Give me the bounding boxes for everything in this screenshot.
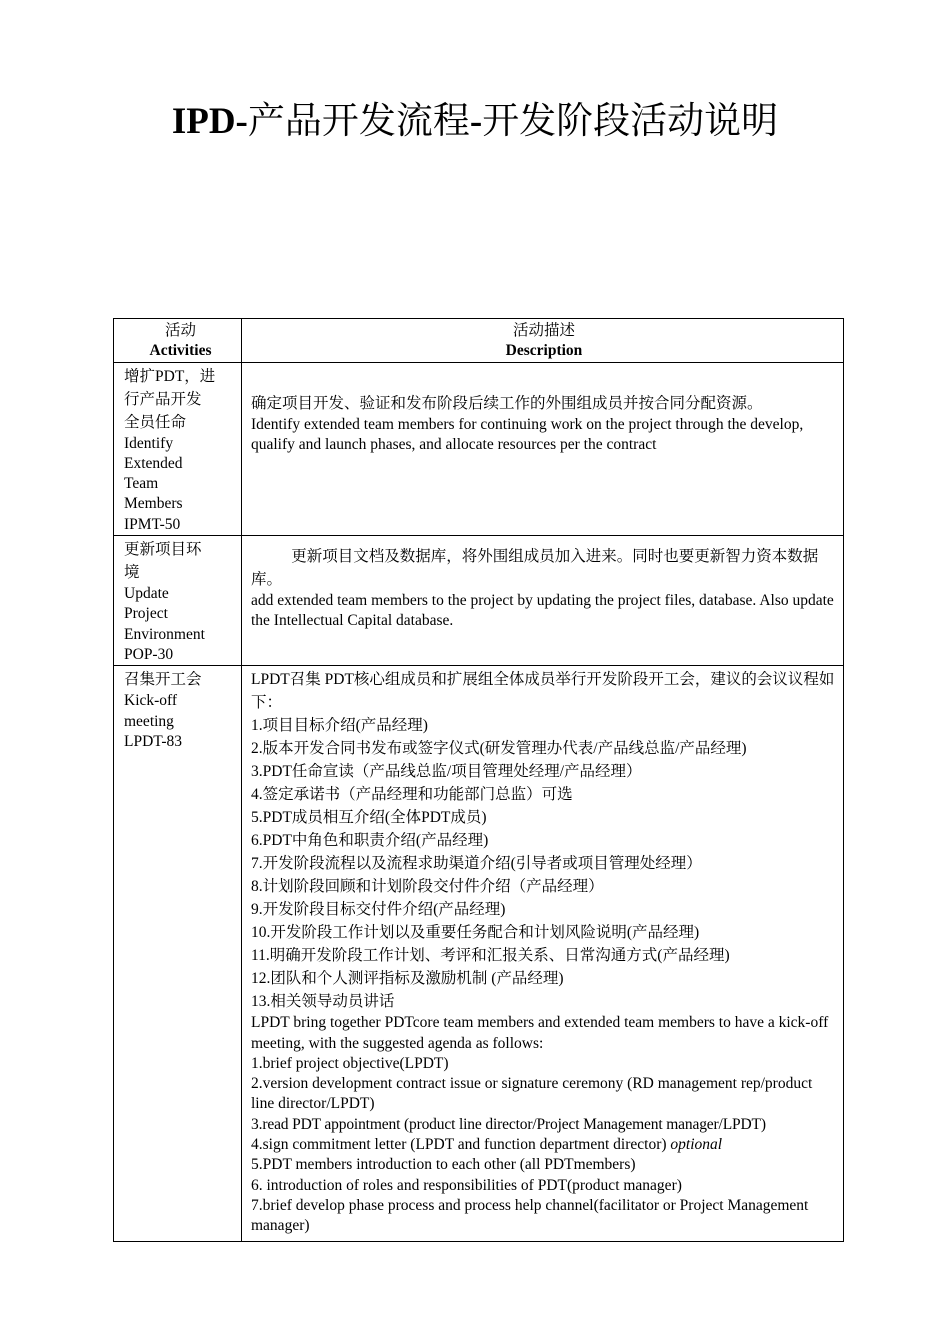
activity-cell <box>114 362 242 535</box>
activity-cell <box>114 666 242 1241</box>
agenda-item-cn: 10.开发阶段工作计划以及重要任务配合和计划风险说明(产品经理) <box>251 924 700 942</box>
kickoff-intro-en: LPDT bring together PDTcore team members and extended team members to have a kick-off meeting, with the suggested agenda as follows: <box>251 1014 829 1052</box>
agenda-item-cn: 13.相关领导动员讲话 <box>251 993 395 1011</box>
activity-line: Members <box>124 495 183 513</box>
description-cn: 更新项目文档及数据库，将外围组成员加入进来。同时也要更新智力资本数据库。 <box>251 548 819 589</box>
activity-code: POP-30 <box>124 645 174 663</box>
header-activities-en: Activities <box>149 342 212 360</box>
header-description-en: Description <box>505 342 583 360</box>
agenda-item-en: 2.version development contract issue or signature ceremony (RD management rep/product line director/LPDT) <box>251 1075 813 1113</box>
agenda-item-en: 1.brief project objective(LPDT) <box>251 1054 449 1072</box>
table-row <box>114 666 844 1241</box>
header-activities-cn: 活动 <box>164 322 196 339</box>
agenda-item-en: 7.brief develop phase process and process help channel(facilitator or Project Management manager) <box>251 1196 809 1235</box>
agenda-item-cn: 3.PDT任命宣读（产品线总监/项目管理处经理/产品经理） <box>251 763 642 781</box>
header-activities <box>114 319 242 363</box>
agenda-item-cn: 1.项目目标介绍(产品经理) <box>251 717 428 735</box>
agenda-item-cn: 7.开发阶段流程以及流程求助渠道介绍(引导者或项目管理处经理） <box>251 855 702 873</box>
activity-line: Environment <box>124 625 205 643</box>
table-header-row <box>114 319 844 363</box>
description-cell <box>242 362 844 535</box>
agenda-item-en: 3.read PDT appointment (product line director/Project Management manager/LPDT) <box>251 1115 766 1133</box>
activity-code: IPMT-50 <box>124 515 181 533</box>
description-cell <box>242 536 844 666</box>
activity-line: 更新项目环 <box>124 541 202 559</box>
kickoff-intro-cn: LPDT召集 PDT核心组成员和扩展组全体成员举行开发阶段开工会，建议的会议议程如下： <box>251 671 835 712</box>
agenda-item-cn: 12.团队和个人测评指标及激励机制 (产品经理) <box>251 970 564 988</box>
activity-line: Update <box>124 585 169 603</box>
title-part-1: 产品开发流程 <box>247 101 470 142</box>
activity-line: Identify <box>124 434 174 452</box>
agenda-item-cn: 8.计划阶段回顾和计划阶段交付件介绍（产品经理） <box>251 878 604 896</box>
agenda-item-cn: 4.签定承诺书（产品经理和功能部门总监）可选 <box>251 786 573 804</box>
agenda-item-cn: 5.PDT成员相互介绍(全体PDT成员) <box>251 809 487 827</box>
title-prefix: IPD- <box>171 101 248 142</box>
title-part-2: 开发阶段活动说明 <box>482 101 779 142</box>
title-dash: - <box>469 101 483 142</box>
agenda-item-en: 5.PDT members introduction to each other (all PDTmembers) <box>251 1156 636 1174</box>
activity-code: LPDT-83 <box>124 732 182 750</box>
activity-line: 境 <box>124 564 140 582</box>
agenda-item-cn: 6.PDT中角色和职责介绍(产品经理) <box>251 832 489 850</box>
description-en: add extended team members to the project by updating the project files, database. Also update the Intellectual Capital database. <box>251 592 834 630</box>
table-row <box>114 536 844 666</box>
description-cn: 确定项目开发、验证和发布阶段后续工作的外围组成员并按合同分配资源。 <box>251 395 763 413</box>
activity-line: 增扩PDT，进 <box>124 367 216 385</box>
activity-line: meeting <box>124 712 174 730</box>
page-title <box>0 96 950 148</box>
description-en: Identify extended team members for continuing work on the project through the develop, qualify and launch phases, and allocate resources per the contract <box>251 416 804 454</box>
agenda-item-cn: 2.版本开发合同书发布或签字仪式(研发管理办代表/产品线总监/产品经理) <box>251 740 747 758</box>
description-cell <box>242 666 844 1241</box>
activity-line: 全员任命 <box>124 413 187 431</box>
activity-line: Project <box>124 605 168 623</box>
activity-line: Kick-off <box>124 692 178 710</box>
activity-line: 召集开工会 <box>124 671 202 689</box>
optional-marker: optional <box>670 1136 723 1154</box>
table-row <box>114 362 844 535</box>
activity-cell <box>114 536 242 666</box>
activity-line: 行产品开发 <box>124 390 202 408</box>
agenda-item-cn: 11.明确开发阶段工作计划、考评和汇报关系、日常沟通方式(产品经理) <box>251 947 730 965</box>
activity-line: Extended <box>124 454 183 472</box>
agenda-item-en-text: 4.sign commitment letter (LPDT and function department director) <box>251 1136 671 1154</box>
activity-line: Team <box>124 475 159 493</box>
agenda-item-cn: 9.开发阶段目标交付件介绍(产品经理) <box>251 901 506 919</box>
header-description <box>242 319 844 363</box>
activities-table <box>113 318 844 1242</box>
agenda-item-en: 6. introduction of roles and responsibilities of PDT(product manager) <box>251 1176 682 1194</box>
header-description-cn: 活动描述 <box>512 322 575 339</box>
agenda-item-en-4 <box>251 1135 837 1155</box>
